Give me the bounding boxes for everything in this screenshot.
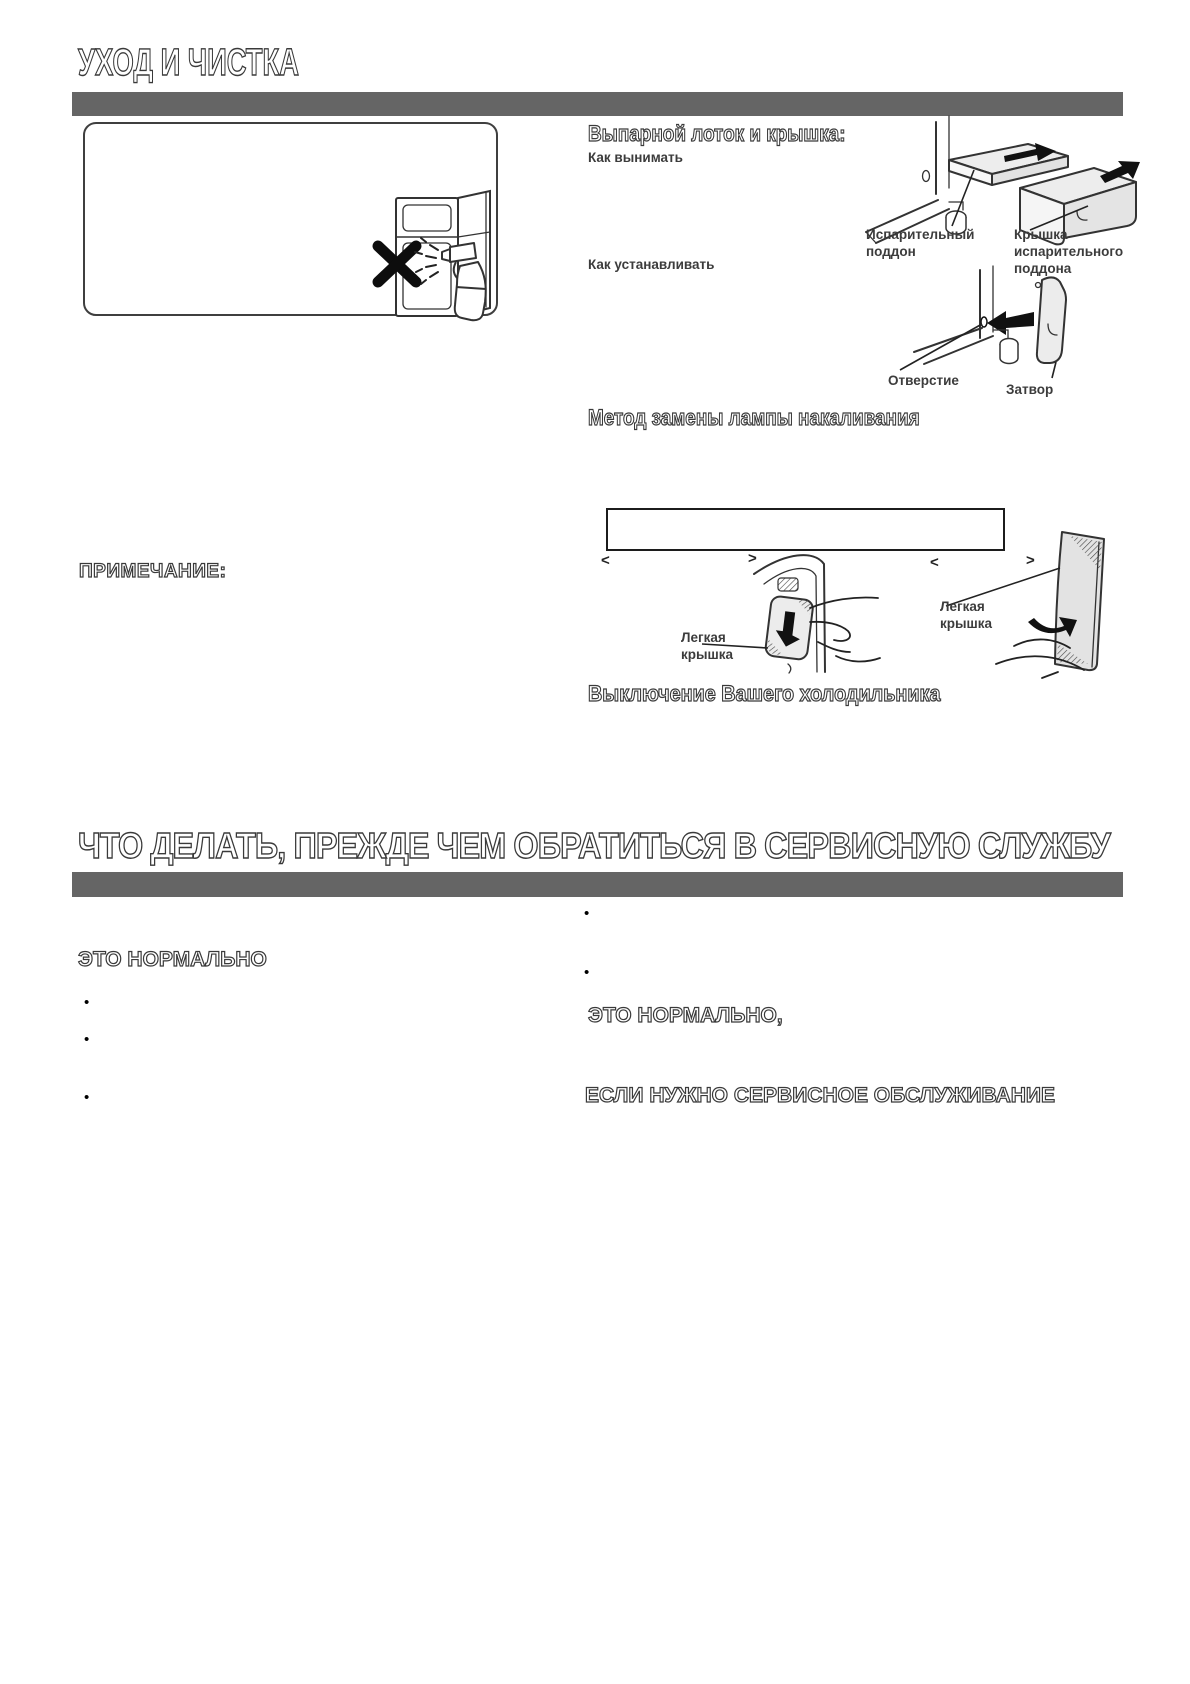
drip-tray-heading: Выпарной лоток и крышка: [588,121,846,146]
evaporating-pan-label: Испарительный поддон [866,227,975,259]
note-label: ПРИМЕЧАНИЕ: [79,561,227,582]
bullet-icon: • [584,964,590,981]
lamp-cover-label-right: Легкая крышка [940,599,993,631]
switch-off-heading: Выключение Вашего холодильника [588,681,941,706]
angle-close: > [1026,552,1035,569]
how-to-install-label: Как устанавливать [588,257,715,272]
lamp-cover-label-left: Легкая крышка [681,630,734,662]
bullet-icon: • [84,1031,90,1048]
troubleshooting-section-title: ЧТО ДЕЛАТЬ, ПРЕЖДЕ ЧЕМ ОБРАТИТЬСЯ В СЕРВИСНУЮ СЛУЖБУ [78,825,1110,866]
bullet-icon: • [584,905,590,922]
how-to-remove-label: Как вынимать [588,150,683,165]
section-divider-bar [72,872,1123,897]
service-needed-heading: ЕСЛИ НУЖНО СЕРВИСНОЕ ОБСЛУЖИВАНИЕ [585,1084,1056,1107]
hole-label: Отверстие [888,373,959,388]
also-normal-heading: ЭТО НОРМАЛЬНО, [588,1004,783,1027]
bullet-icon: • [84,1089,90,1106]
normal-heading: ЭТО НОРМАЛЬНО [78,948,267,971]
evaporating-pan-cover-label: Крышка испарительного поддона [1014,227,1124,276]
no-spray-fridge-illustration [372,190,500,320]
care-section-title: УХОД И ЧИСТКА [78,42,299,84]
angle-open: < [601,552,610,569]
lamp-replacement-heading: Метод замены лампы накаливания [588,405,920,430]
shutter-label: Затвор [1006,382,1054,397]
angle-close: > [748,550,757,567]
bullet-icon: • [84,994,90,1011]
angle-open: < [930,554,939,571]
drain-hole-illustration [872,266,1097,374]
section-divider-bar [72,92,1123,116]
